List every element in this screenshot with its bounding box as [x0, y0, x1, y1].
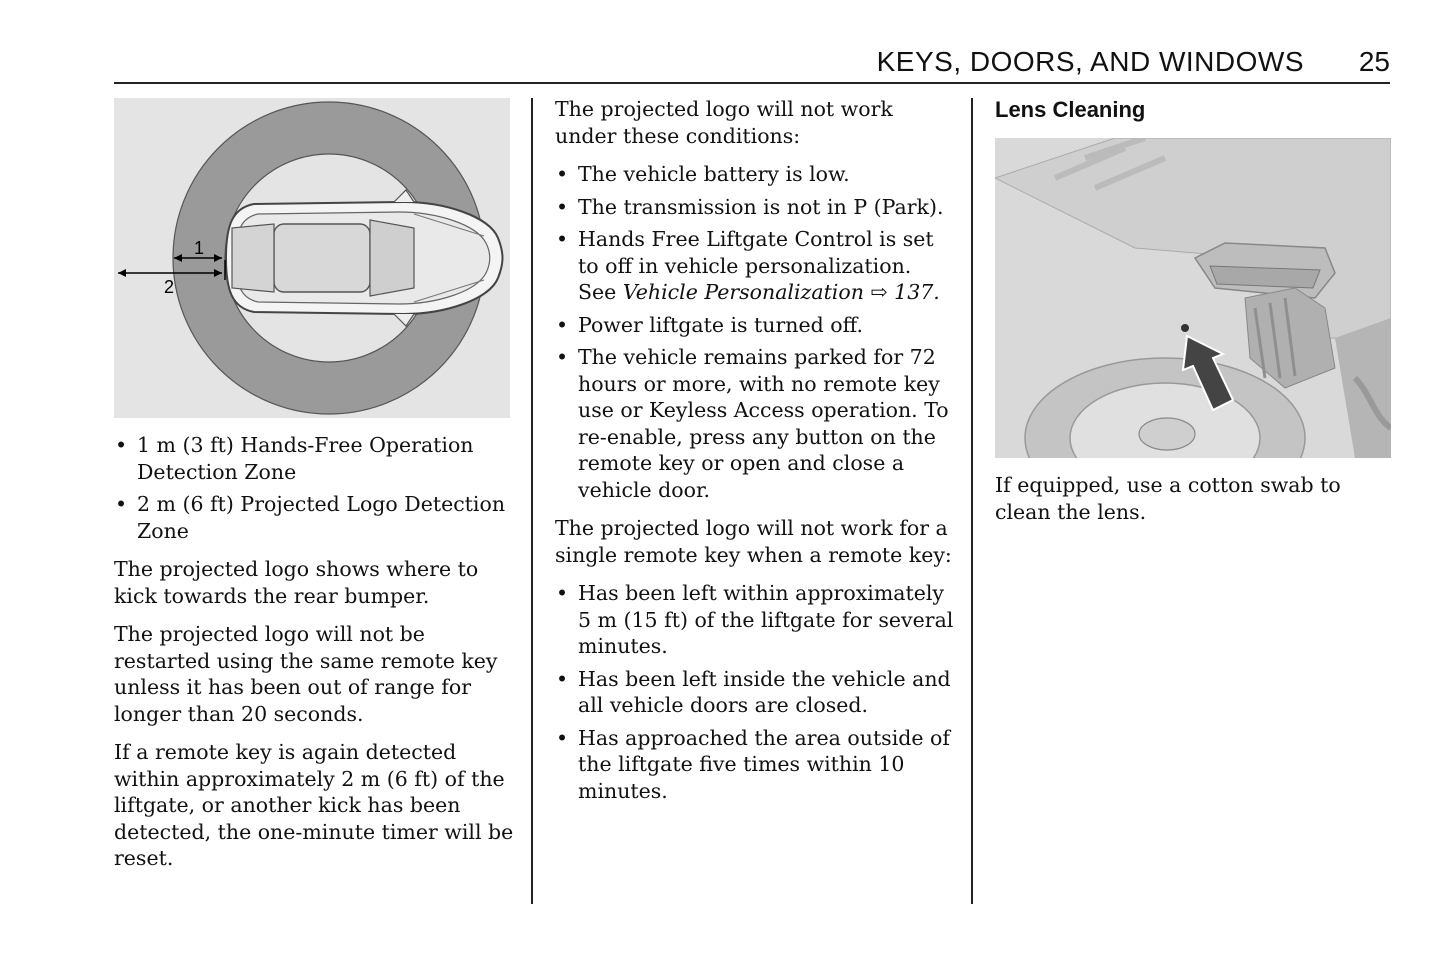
column-divider-1	[531, 98, 533, 904]
list-item: • 1 m (3 ft) Hands-Free Operation Detection Zone	[115, 433, 474, 484]
page-header	[114, 46, 1390, 84]
list-item: • The vehicle remains parked for 72 hours or more, with no remote key use or Keyless Access operation. To re-enable, press any button on the remote key or open and close a vehicle door.	[556, 345, 949, 502]
lens-location-photo	[995, 138, 1391, 458]
list-item: • Hands Free Liftgate Control is set to off in vehicle personalization. See Vehicle Personalization ⇨ 137.	[556, 227, 940, 304]
column-3	[995, 96, 1391, 537]
column-1	[114, 96, 514, 884]
detection-zone-diagram	[114, 98, 510, 418]
conditions-list	[555, 161, 955, 503]
label-1: 1	[194, 238, 205, 258]
label-2: 2	[164, 277, 175, 297]
list-item: • 2 m (6 ft) Projected Logo Detection Zone	[115, 492, 506, 543]
zone-legend-list	[114, 432, 514, 544]
paragraph: The projected logo will not be restarted using the same remote key unless it has been out of range for longer than 20 seconds.	[114, 622, 498, 726]
vehicle-top-view	[226, 190, 503, 326]
list-item: • The vehicle battery is low.	[556, 162, 850, 186]
lens-dot	[1181, 324, 1189, 332]
paragraph: The projected logo will not work for a single remote key when a remote key:	[555, 516, 952, 567]
column-2	[555, 96, 955, 816]
list-item: • Has been left within approximately 5 m (15 ft) of the liftgate for several minutes.	[556, 581, 954, 658]
remote-key-conditions-list	[555, 580, 955, 804]
paragraph: The projected logo shows where to kick towards the rear bumper.	[114, 557, 479, 608]
list-item: • Has been left inside the vehicle and all vehicle doors are closed.	[556, 666, 951, 717]
list-item: • Has approached the area outside of the liftgate five times within 10 minutes.	[556, 725, 950, 803]
section-title: KEYS, DOORS, AND WINDOWS	[876, 46, 1304, 77]
section-heading: Lens Cleaning	[995, 97, 1146, 122]
paragraph: If a remote key is again detected within approximately 2 m (6 ft) of the liftgate, or another kick has been detected, the one-minute timer will be reset.	[114, 740, 514, 870]
page-reference-icon: ⇨	[870, 280, 888, 304]
page-number: 25	[1358, 46, 1390, 77]
list-item: • Power liftgate is turned off.	[556, 312, 863, 337]
list-item: • The transmission is not in P (Park).	[556, 194, 944, 219]
paragraph: If equipped, use a cotton swab to clean the lens.	[995, 473, 1341, 524]
cross-reference-link[interactable]: Vehicle Personalization ⇨ 137.	[622, 280, 940, 304]
paragraph: The projected logo will not work under these conditions:	[555, 97, 893, 148]
column-divider-2	[971, 98, 973, 904]
